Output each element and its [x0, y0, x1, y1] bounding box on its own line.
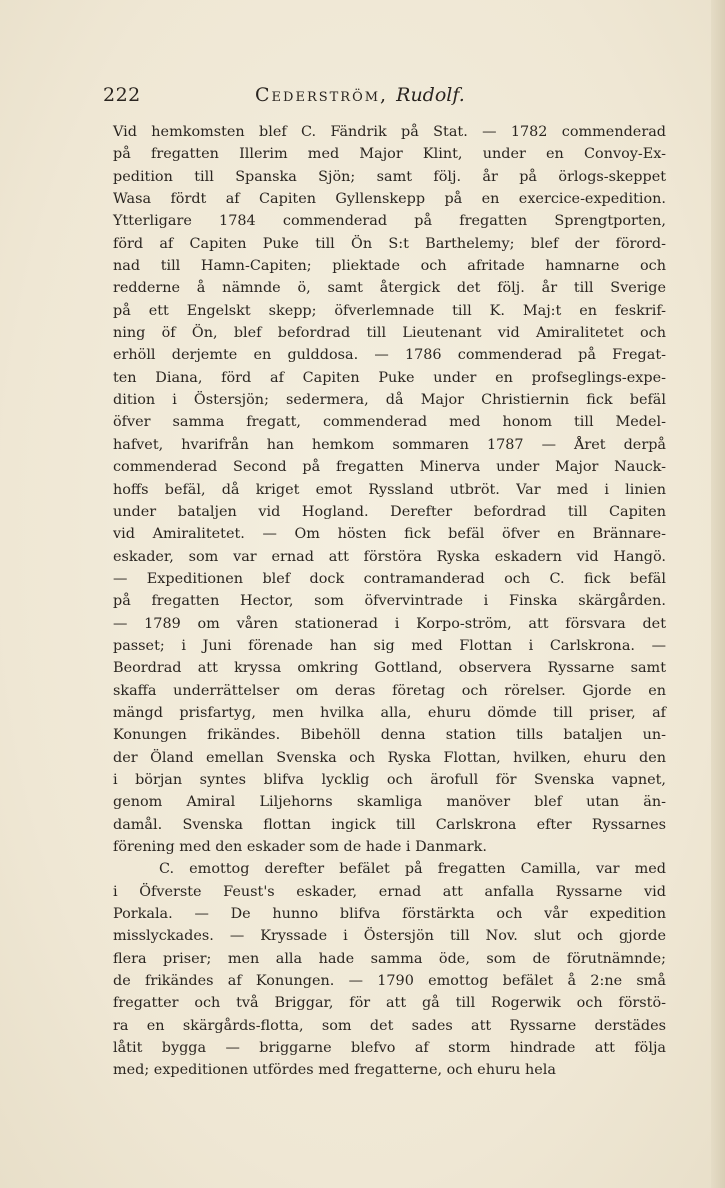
text-line: förening med den eskader som de hade i Danmark. [113, 839, 487, 855]
body-text [113, 121, 666, 1082]
text-line: förd af Capiten Puke till Ön S:t Barthelemy; blef der förord- [113, 235, 666, 252]
text-line: ra en skärgårds-flotta, som det sades att Ryssarne derstädes [113, 1017, 666, 1034]
text-line: damål. Svenska flottan ingick till Carlskrona efter Ryssarnes [113, 816, 666, 833]
page-edge [711, 0, 725, 1188]
text-line: Ytterligare 1784 commenderad på fregatten Sprengtporten, [113, 213, 666, 230]
text-line: Porkala. — De hunno blifva förstärkta och vår expedition [113, 906, 666, 923]
text-line: på ett Engelskt skepp; öfverlemnade till K. Maj:t en feskrif- [113, 302, 666, 319]
text-line: de frikändes af Konungen. — 1790 emottog befälet å 2:ne små [113, 973, 666, 990]
text-line: — Expeditionen blef dock contramanderad och C. fick befäl [113, 570, 666, 587]
text-line: genom Amiral Liljehorns skamliga manöver blef utan än- [113, 794, 666, 811]
text-line: med; expeditionen utfördes med fregatterne, och ehuru hela [113, 1062, 556, 1079]
text-line: pedition till Spanska Sjön; samt följ. år på örlogs-skeppet [113, 168, 666, 185]
header-forename: Rudolf. [396, 84, 465, 106]
text-line: C. emottog derefter befälet på fregatten Camilla, var med [159, 861, 666, 878]
text-line: Vid hemkomsten blef C. Fändrik på Stat. — 1782 commenderad [113, 124, 666, 140]
text-line: på fregatten Hector, som öfvervintrade i Finska skärgården. [113, 593, 666, 610]
page-number: 222 [103, 84, 141, 106]
text-line: fregatter och två Briggar, för att gå till Rogerwik och förstö- [113, 995, 666, 1012]
text-line: öfver samma fregatt, commenderad med honom till Medel- [113, 414, 666, 431]
text-line: dition i Östersjön; sedermera, då Major Christiernin fick befäl [113, 392, 666, 409]
text-line: eskader, som var ernad att förstöra Ryska eskadern vid Hangö. [113, 548, 666, 565]
text-line: under bataljen vid Hogland. Derefter befordrad till Capiten [113, 503, 666, 520]
header-surname: Cederström, [255, 84, 397, 106]
header-title [255, 84, 465, 106]
text-line: på fregatten Illerim med Major Klint, under en Convoy-Ex- [113, 146, 666, 163]
text-line: Wasa fördt af Capiten Gyllenskepp på en exercice-expedition. [113, 191, 666, 208]
text-line: nad till Hamn-Capiten; pliektade och afritade hamnarne och [113, 258, 666, 275]
text-line: Beordrad att kryssa omkring Gottland, observera Ryssarne samt [113, 660, 666, 677]
text-line: misslyckades. — Kryssade i Östersjön till Nov. slut och gjorde [113, 928, 666, 945]
text-line: commenderad Second på fregatten Minerva under Major Nauck- [113, 459, 666, 476]
text-line: der Öland emellan Svenska och Ryska Flottan, hvilken, ehuru den [113, 749, 666, 766]
text-line: vid Amiralitetet. — Om hösten fick befäl öfver en Brännare- [113, 526, 666, 543]
text-line: hoffs befäl, då kriget emot Ryssland utbröt. Var med i linien [113, 481, 666, 498]
text-line: mängd prisfartyg, men hvilka alla, ehuru dömde till priser, af [113, 704, 666, 721]
text-line: passet; i Juni förenade han sig med Flottan i Carlskrona. — [113, 637, 666, 654]
text-line: ning öf Ön, blef befordrad till Lieutenant vid Amiralitetet och [113, 325, 666, 342]
running-header [103, 84, 623, 112]
text-line: skaffa underrättelser om deras företag och rörelser. Gjorde en [113, 682, 666, 699]
text-line: i början syntes blifva lycklig och ärofull för Svenska vapnet, [113, 771, 666, 788]
text-line: ten Diana, förd af Capiten Puke under en profseglings-expe- [113, 369, 666, 386]
text-line: Konungen frikändes. Bibehöll denna station tills bataljen un- [113, 727, 666, 744]
text-line: hafvet, hvarifrån han hemkom sommaren 1787 — Året derpå [113, 436, 666, 453]
text-line: låtit bygga — briggarne blefvo af storm hindrade att följa [113, 1040, 666, 1057]
text-line: flera priser; men alla hade samma öde, som de förutnämnde; [113, 950, 666, 967]
text-line: redderne å nämnde ö, samt återgick det följ. år till Sverige [113, 280, 666, 297]
text-line: erhöll derjemte en gulddosa. — 1786 commenderad på Fregat- [113, 347, 666, 364]
text-line: i Öfverste Feust's eskader, ernad att anfalla Ryssarne vid [113, 883, 666, 900]
text-line: — 1789 om våren stationerad i Korpo-ström, att försvara det [113, 615, 666, 632]
